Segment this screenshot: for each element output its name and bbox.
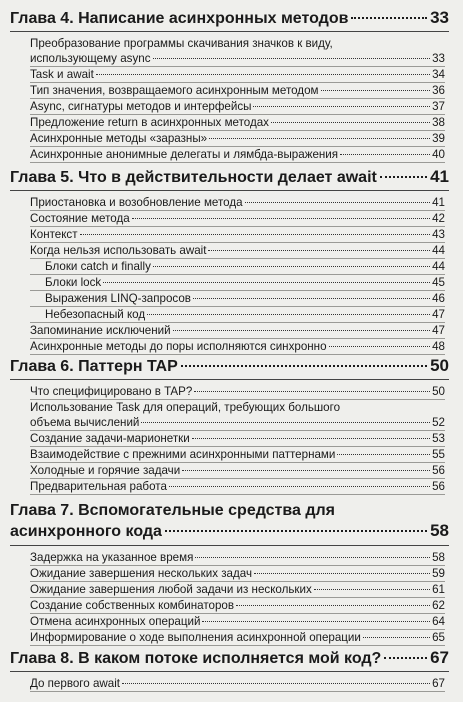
entry-page: 39 — [432, 132, 445, 145]
entry-title: Небезопасный код — [45, 308, 146, 321]
chapter-title: Глава 7. Вспомогательные средства для — [10, 502, 336, 519]
entry-title: Предложение return в асинхронных методах — [30, 116, 269, 129]
entry-title: Ожидание завершения любой задачи из нескольких — [30, 583, 312, 596]
entry-page: 64 — [432, 615, 445, 628]
dot-leader — [271, 122, 430, 123]
chapter-heading[interactable] — [10, 8, 449, 28]
chapter-page: 58 — [430, 521, 449, 540]
entry-page: 58 — [432, 551, 445, 564]
entry-title: Блоки catch и finally — [45, 260, 151, 273]
entry-title: Асинхронные анонимные делегаты и лямбда-выражения — [30, 148, 339, 161]
dot-leader — [195, 557, 430, 558]
chapter-page: 50 — [430, 356, 449, 375]
entry-page: 47 — [432, 324, 445, 337]
toc-entry[interactable] — [30, 243, 445, 259]
toc-entry[interactable] — [30, 195, 445, 211]
entry-title: Async, сигнатуры методов и интерфейсы — [30, 100, 252, 113]
dot-leader — [192, 438, 430, 439]
entry-page: 50 — [432, 385, 445, 398]
entry-title: Task и await — [30, 68, 94, 81]
dot-leader — [253, 106, 430, 107]
chapter-page: 33 — [430, 8, 449, 27]
entry-page: 55 — [432, 448, 445, 461]
dot-leader — [153, 58, 431, 59]
chapter-title: Глава 4. Написание асинхронных методов — [10, 10, 349, 27]
chapter-8-block — [0, 648, 463, 692]
entry-page: 61 — [432, 583, 445, 596]
toc-entry[interactable] — [30, 83, 445, 99]
entry-title: Задержка на указанное время — [30, 551, 194, 564]
entry-page: 62 — [432, 599, 445, 612]
toc-entry[interactable] — [30, 400, 445, 431]
toc-subentry[interactable] — [30, 291, 445, 307]
chapter-title: Глава 8. В каком потоке исполняется мой код? — [10, 650, 382, 667]
entry-title: Что специфицировано в TAP? — [30, 385, 193, 398]
toc-entry[interactable] — [30, 67, 445, 83]
toc-entry[interactable] — [30, 339, 445, 355]
entry-title: Запоминание исключений — [30, 324, 171, 337]
entry-page: 44 — [432, 260, 445, 273]
entry-page: 38 — [432, 116, 445, 129]
entry-page: 56 — [432, 464, 445, 477]
toc-entry[interactable] — [30, 36, 445, 67]
entry-list — [30, 550, 445, 646]
toc-entry[interactable] — [30, 676, 445, 692]
entry-page: 46 — [432, 292, 445, 305]
entry-title: Тип значения, возвращаемого асинхронным методом — [30, 84, 319, 97]
entry-page: 48 — [432, 340, 445, 353]
entry-title: Отмена асинхронных операций — [30, 615, 201, 628]
dot-leader — [208, 250, 430, 251]
entry-page: 67 — [432, 677, 445, 690]
chapter-title: Глава 5. Что в действительности делает await — [10, 169, 377, 186]
toc-entry[interactable] — [30, 598, 445, 614]
dot-leader — [193, 298, 430, 299]
entry-page: 37 — [432, 100, 445, 113]
dot-leader — [236, 605, 430, 606]
chapter-5-block — [0, 167, 463, 355]
entry-title: Использование Task для операций, требующих большого — [30, 401, 341, 414]
chapter-heading[interactable] — [10, 648, 449, 668]
divider — [10, 379, 449, 380]
toc-entry[interactable] — [30, 211, 445, 227]
dot-leader — [103, 282, 430, 283]
entry-title: Когда нельзя использовать await — [30, 244, 207, 257]
entry-page: 43 — [432, 228, 445, 241]
dot-leader — [340, 154, 430, 155]
entry-list — [30, 36, 445, 163]
entry-title: Контекст — [30, 228, 78, 241]
dot-leader — [122, 683, 430, 684]
dot-leader — [329, 346, 431, 347]
entry-title: Приостановка и возобновление метода — [30, 196, 243, 209]
toc-entry[interactable] — [30, 566, 445, 582]
entry-title: Блоки lock — [45, 276, 102, 289]
toc-entry[interactable] — [30, 115, 445, 131]
entry-page: 44 — [432, 244, 445, 257]
toc-entry[interactable] — [30, 463, 445, 479]
divider — [10, 545, 449, 546]
entry-title: Асинхронные методы «заразны» — [30, 132, 208, 145]
chapter-heading[interactable] — [10, 167, 449, 187]
entry-title: Предварительная работа — [30, 480, 167, 493]
toc-entry[interactable] — [30, 479, 445, 495]
toc-entry[interactable] — [30, 614, 445, 630]
dot-leader — [181, 365, 427, 367]
entry-title: Состояние метода — [30, 212, 130, 225]
entry-page: 36 — [432, 84, 445, 97]
entry-page: 33 — [432, 52, 445, 65]
toc-entry[interactable] — [30, 431, 445, 447]
chapter-heading[interactable] — [10, 501, 449, 542]
toc-entry[interactable] — [30, 550, 445, 566]
entry-page: 41 — [432, 196, 445, 209]
dot-leader — [254, 573, 430, 574]
chapter-page: 67 — [430, 648, 449, 667]
toc-entry[interactable] — [30, 323, 445, 339]
dot-leader — [147, 314, 430, 315]
dot-leader — [363, 637, 430, 638]
toc-entry[interactable] — [30, 227, 445, 243]
entry-title: Ожидание завершения нескольких задач — [30, 567, 253, 580]
entry-page: 34 — [432, 68, 445, 81]
entry-title: Холодные и горячие задачи — [30, 464, 181, 477]
entry-title: Взаимодействие с прежними асинхронными паттернами — [30, 448, 336, 461]
dot-leader — [96, 74, 430, 75]
dot-leader — [202, 621, 430, 622]
dot-leader — [182, 470, 430, 471]
toc-subentry[interactable] — [30, 307, 445, 323]
chapter-heading[interactable] — [10, 356, 449, 376]
entry-title: До первого await — [30, 677, 121, 690]
toc-entry[interactable] — [30, 630, 445, 646]
toc-entry[interactable] — [30, 147, 445, 163]
dot-leader — [337, 454, 430, 455]
entry-title: Создание собственных комбинаторов — [30, 599, 235, 612]
dot-leader — [321, 90, 431, 91]
entry-title: Выражения LINQ-запросов — [45, 292, 191, 305]
entry-title: Информирование о ходе выполнения асинхронной операции — [30, 631, 361, 644]
entry-title-cont: объема вычислений — [30, 416, 140, 429]
entry-page: 65 — [432, 631, 445, 644]
entry-list — [30, 384, 445, 495]
toc-entry[interactable] — [30, 384, 445, 400]
dot-leader — [141, 422, 430, 423]
dot-leader — [380, 176, 427, 178]
dot-leader — [351, 17, 427, 19]
entry-title: Создание задачи-марионетки — [30, 432, 190, 445]
entry-page: 52 — [432, 416, 445, 429]
entry-list — [30, 195, 445, 355]
entry-page: 53 — [432, 432, 445, 445]
toc-entry[interactable] — [30, 131, 445, 147]
dot-leader — [314, 589, 430, 590]
dot-leader — [169, 486, 430, 487]
chapter-7-block — [0, 501, 463, 646]
entry-title: Асинхронные методы до поры исполняются синхронно — [30, 340, 327, 353]
divider — [10, 190, 449, 191]
entry-page: 59 — [432, 567, 445, 580]
entry-title: Преобразование программы скачивания значков к виду, — [30, 37, 333, 50]
dot-leader — [80, 234, 431, 235]
dot-leader — [194, 391, 430, 392]
entry-page: 47 — [432, 308, 445, 321]
dot-leader — [132, 218, 430, 219]
chapter-6-block — [0, 356, 463, 495]
chapter-page: 41 — [430, 167, 449, 186]
chapter-title: Глава 6. Паттерн TAP — [10, 358, 178, 375]
entry-page: 42 — [432, 212, 445, 225]
divider — [10, 671, 449, 672]
dot-leader — [209, 138, 430, 139]
toc-entry[interactable] — [30, 99, 445, 115]
toc-subentry[interactable] — [30, 259, 445, 275]
divider — [10, 31, 449, 32]
chapter-title-cont: асинхронного кода — [10, 523, 162, 540]
entry-page: 40 — [432, 148, 445, 161]
toc-entry[interactable] — [30, 447, 445, 463]
dot-leader — [173, 330, 431, 331]
entry-page: 56 — [432, 480, 445, 493]
chapter-4-block — [0, 8, 463, 163]
dot-leader — [245, 202, 431, 203]
toc-subentry[interactable] — [30, 275, 445, 291]
dot-leader — [165, 530, 427, 532]
dot-leader — [153, 266, 430, 267]
toc-entry[interactable] — [30, 582, 445, 598]
entry-page: 45 — [432, 276, 445, 289]
dot-leader — [384, 657, 427, 659]
entry-title-cont: использующему async — [30, 52, 151, 65]
entry-list — [30, 676, 445, 692]
